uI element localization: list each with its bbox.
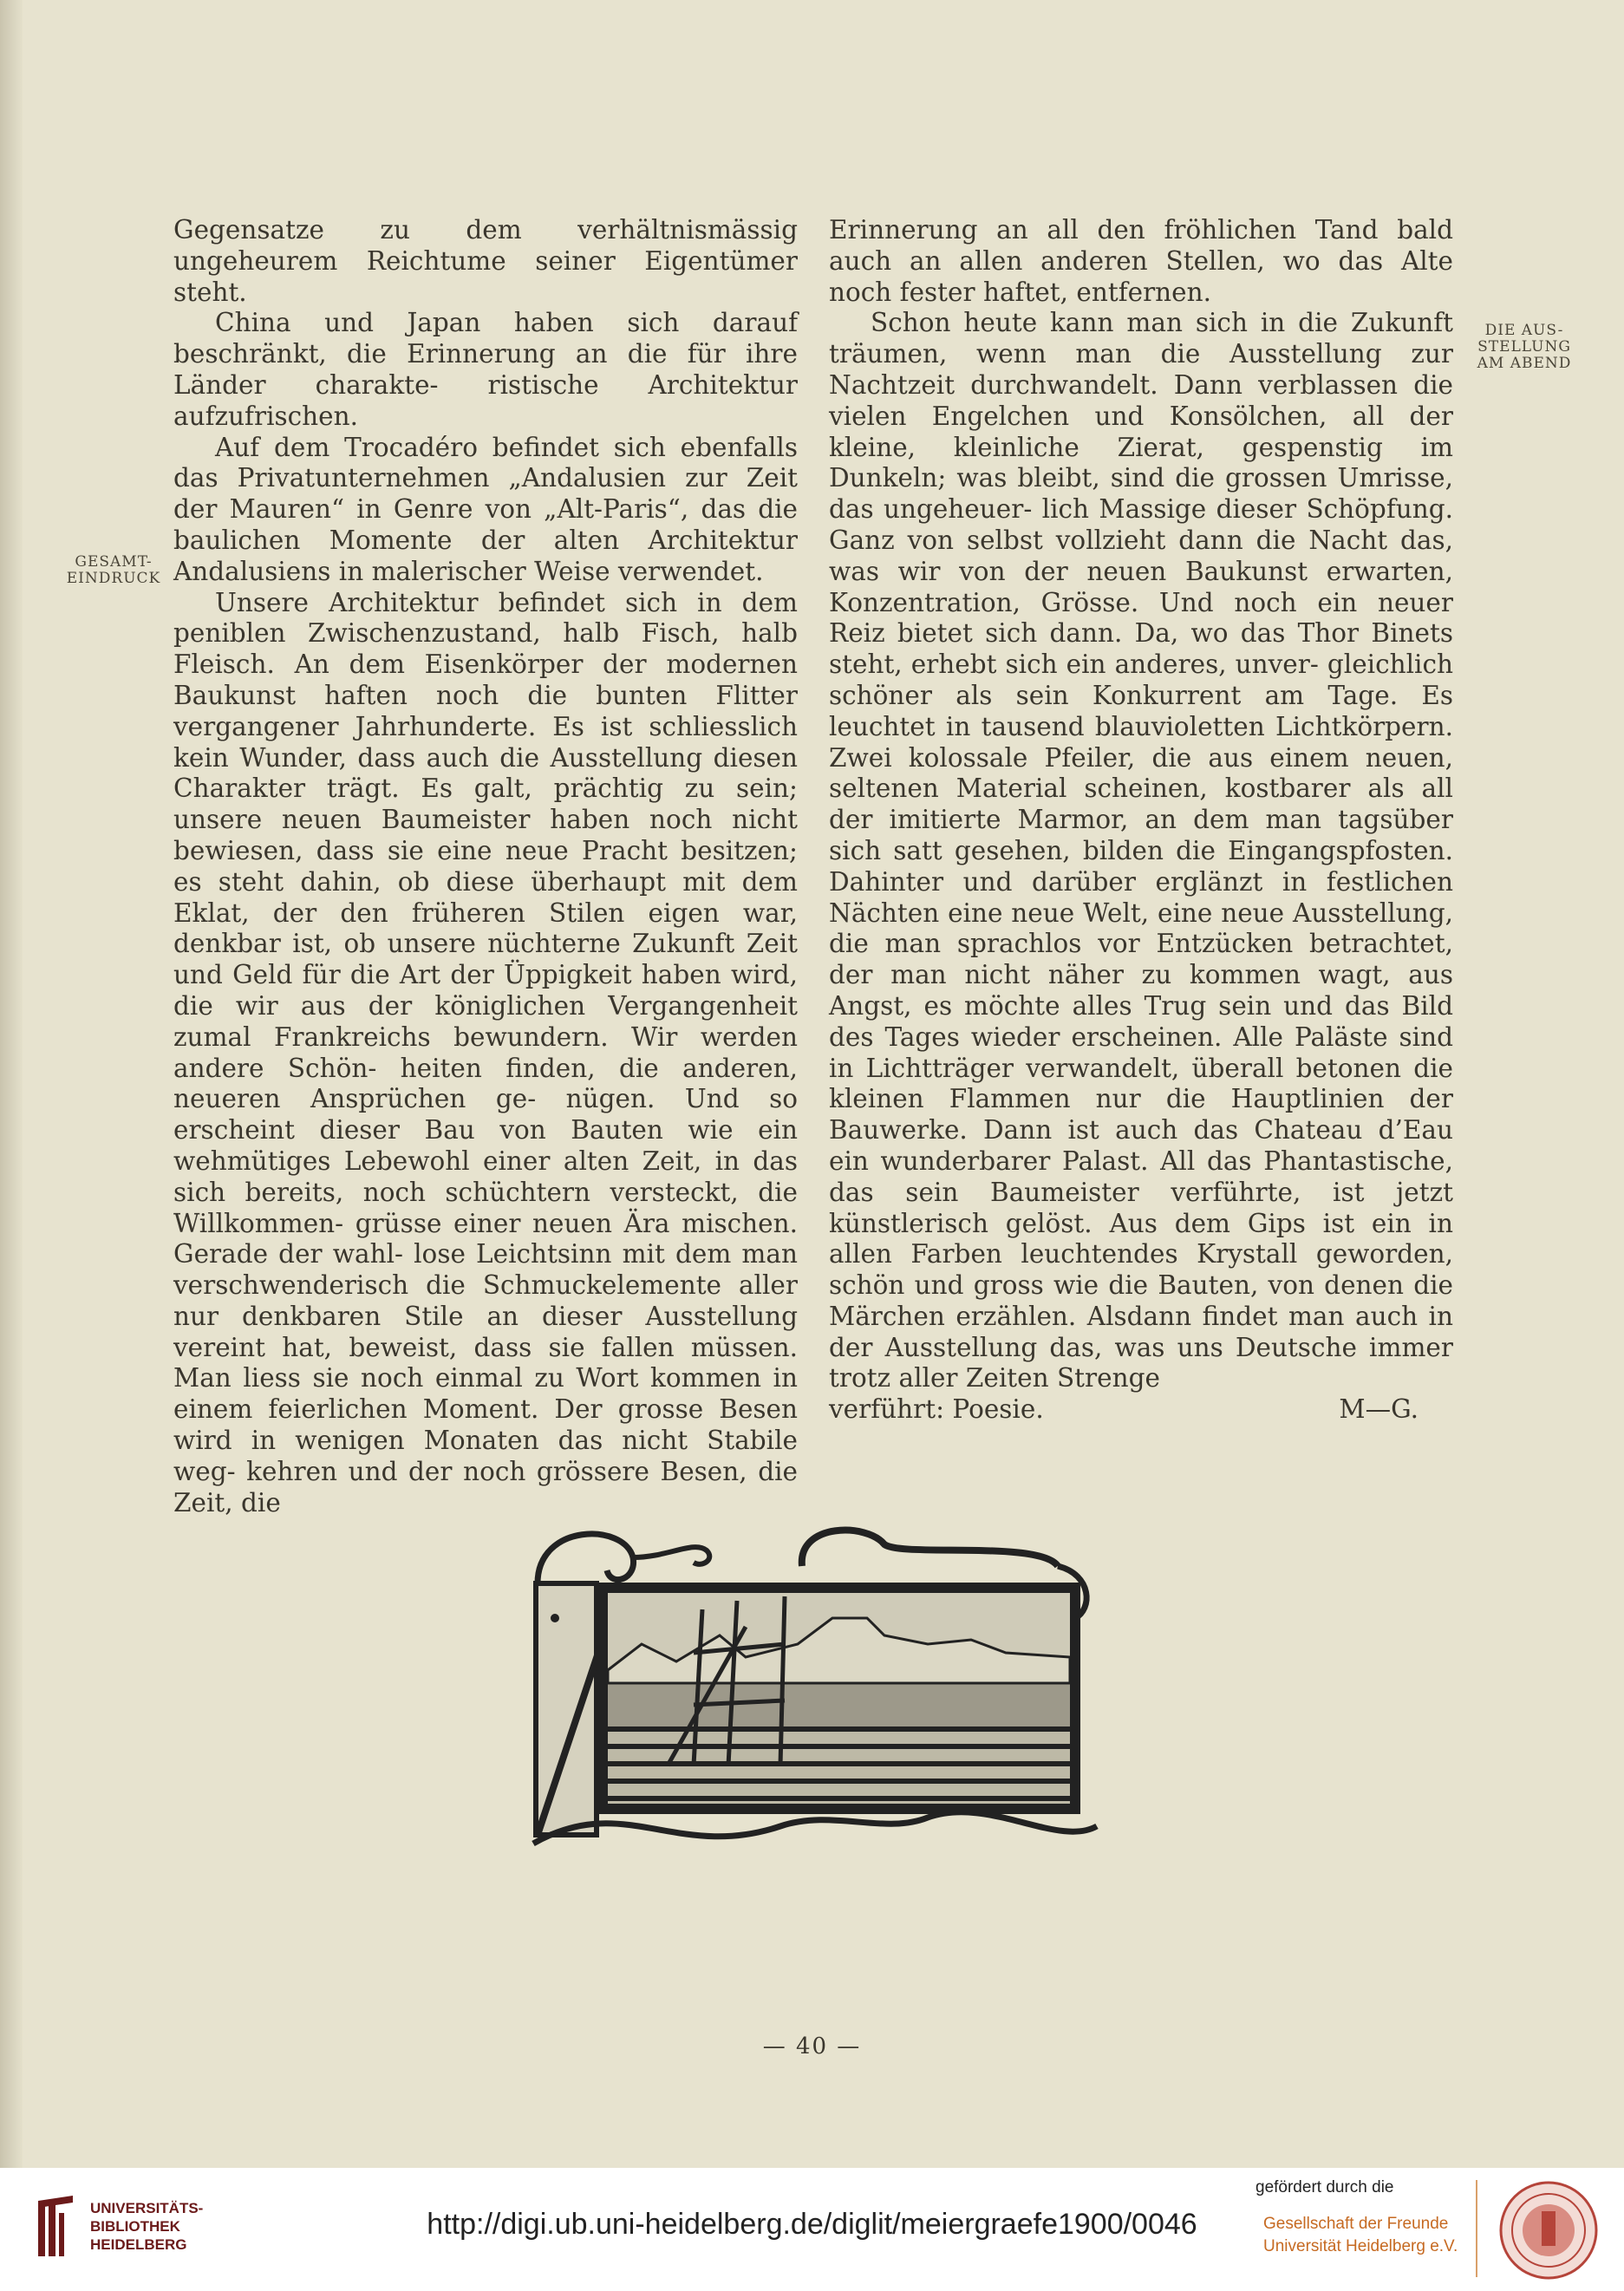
paragraph: China und Japan haben sich darauf beschränkt, die Erinnerung an die für ihre Länder charakte- ristische Architektur aufzufrischen. — [173, 308, 798, 431]
bottom-flourish — [533, 1812, 1097, 1844]
permalink-url[interactable]: http://digi.ub.uni-heidelberg.de/diglit/meiergraefe1900/0046 — [427, 2208, 1197, 2241]
digitization-footer — [0, 2168, 1624, 2291]
margin-note-right — [1459, 323, 1589, 372]
closing-line — [829, 1394, 1453, 1426]
sponsor-prefix: gefördert durch die — [1256, 2178, 1394, 2196]
paragraph: Erinnerung an all den fröhlichen Tand bald auch an allen anderen Stellen, wo das Alte noch fester haftet, entfernen. — [829, 215, 1453, 307]
margin-note-left-line: EINDRUCK — [66, 570, 161, 587]
university-seal-icon — [1498, 2180, 1599, 2281]
margin-note-right-line: DIE AUS- — [1484, 322, 1564, 339]
paragraph: Gegensatze zu dem verhältnismässig ungeheurem Reichtume seiner Eigentümer steht. — [173, 215, 798, 307]
margin-note-right-line: STELLUNG — [1477, 338, 1571, 356]
paragraph: Auf dem Trocadéro befindet sich ebenfalls das Privatunternehmen „Andalusien zur Zeit der Mauren“ in Genre von „Alt-Paris“, das die baulichen Momente der alten Architektur Andalusiens in malerischer Weise verwendet. — [173, 432, 798, 586]
sponsor-name-line[interactable]: Gesellschaft der Freunde — [1263, 2215, 1449, 2233]
sponsor-name-line[interactable]: Universität Heidelberg e.V. — [1263, 2237, 1458, 2255]
sponsor-divider — [1476, 2180, 1477, 2277]
author-signature: M—G. — [1339, 1394, 1419, 1425]
margin-note-left — [57, 554, 170, 587]
left-text-column — [173, 215, 798, 1518]
post-rivet — [551, 1614, 559, 1622]
library-name-line: UNIVERSITÄTS- — [90, 2200, 204, 2216]
scroll-ornament — [802, 1531, 1058, 1566]
ornamental-illustration — [520, 1505, 1110, 1861]
library-name-line: HEIDELBERG — [90, 2236, 187, 2253]
paragraph: Unsere Architektur befindet sich in dem peniblen Zwischenzustand, halb Fisch, halb Fleisch. An dem Eisenkörper der modernen Baukunst haften noch die bunten Flitter vergangener Jahrhunderte. Es ist schliesslich kein Wunder, dass auch die Ausstellung diesen Charakter trägt. Es galt, prächtig zu sein; unsere neuen Baumeister haben noch nicht bewiesen, dass sie eine neue Pracht besitzen; es steht dahin, ob diese überhaupt mit dem Eklat, der den früheren Stilen eigen war, denkbar ist, ob unsere nüchterne Zukunft Zeit und Geld für die Art der Üppigkeit haben wird, die wir aus der königlichen Vergangenheit zumal Frankreichs bewundern. Wir werden andere Schön- heiten finden, die anderen, neueren Ansprüchen ge- nügen. Und so erscheint dieser Bau von Bauten wie ein wehmütiges Lebewohl einer alten Zeit, in das sich bereits, noch schüchtern versteckt, die Willkommen- grüsse einer neuen Ära mischen. Gerade der wahl- lose Leichtsinn mit dem man verschwenderisch die Schmuckelemente aller nur denkbaren Stile an dieser Ausstellung vereint hat, beweist, dass sie fallen müssen. Man liess sie noch einmal zu Wort kommen in einem feierlichen Moment. Der grosse Besen wird in wenigen Monaten das nicht Stabile weg- kehren und der noch grössere Besen, die Zeit, die — [173, 587, 798, 1518]
margin-note-right-line: AM ABEND — [1477, 355, 1572, 372]
paragraph: Schon heute kann man sich in die Zukunft träumen, wenn man die Ausstellung zur Nachtzeit durchwandelt. Dann verblassen die vielen Engelchen und Konsölchen, all der kleine, kleinliche Zierat, gespenstig im Dunkeln; was bleibt, sind die grossen Umrisse, das ungeheuer- lich Massige dieser Schöpfung. Ganz von selbst vollzieht dann die Nacht das, was wir von der neuen Baukunst erwarten, Konzentration, Grösse. Und noch ein neuer Reiz bietet sich dann. Da, wo das Thor Binets steht, erhebt sich ein anderes, unver- gleichlich schöner als sein Konkurrent am Tage. Es leuchtet in tausend blauvioletten Lichtkörpern. Zwei kolossale Pfeiler, die aus einem neuen, seltenen Material scheinen, kostbarer als all der imitierte Marmor, an dem man tagsüber sich satt gesehen, bilden die Eingangspfosten. Dahinter und darüber erglänzt in festlichen Nächten eine neue Welt, eine neue Ausstellung, die man sprachlos vor Entzücken betrachtet, der man nicht näher zu kommen wagt, aus Angst, es möchte alles Trug sein und das Bild des Tages wieder erscheinen. Alle Paläste sind in Lichtträger verwandelt, überall betonen die kleinen Flammen nur die Hauptlinien der Bauwerke. Dann ist auch das Chateau d’Eau ein wunderbarer Palast. All das Phantastische, das sein Baumeister verführte, ist jetzt künstlerisch gelöst. Aus dem Gips ist ein in allen Farben leuchtendes Krystall geworden, schön und gross wie die Bauten, von denen die Märchen erzählen. Alsdann findet man auch in der Ausstellung das, was uns Deutsche immer trotz aller Zeiten Strenge — [829, 308, 1453, 1394]
margin-note-left-line: GESAMT- — [75, 553, 153, 571]
scroll-ornament — [538, 1534, 634, 1583]
closing-text: verführt: Poesie. — [829, 1394, 1044, 1425]
library-name-line: BIBLIOTHEK — [90, 2218, 180, 2235]
page-fold-shadow — [0, 0, 23, 2168]
right-text-column — [829, 215, 1453, 1426]
page-number: — 40 — — [762, 2033, 862, 2059]
frame-post — [536, 1583, 597, 1835]
scroll-ornament — [633, 1547, 709, 1564]
